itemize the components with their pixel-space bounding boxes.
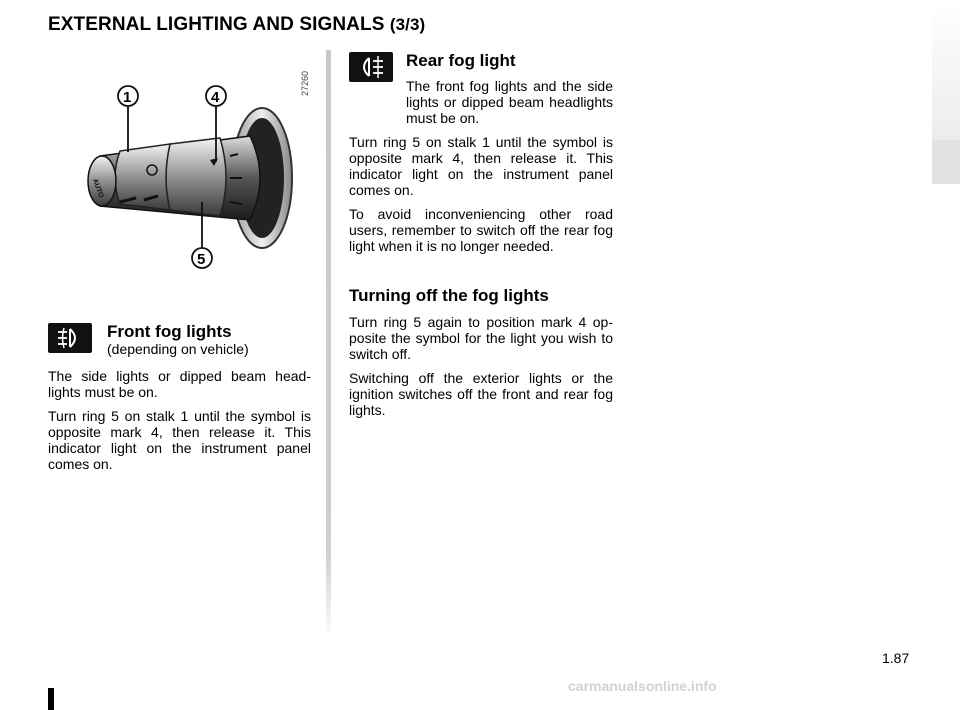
stalk-auto-label: AUTO bbox=[90, 177, 105, 199]
title-text: EXTERNAL LIGHTING AND SIGNALS bbox=[48, 14, 385, 35]
section-side-tab bbox=[932, 140, 960, 184]
front-fog-paragraph-2: Turn ring 5 on stalk 1 until the symbol is opposite mark 4, then release it. This indicator light on the instrument panel comes on. bbox=[48, 408, 311, 472]
turning-off-paragraph-1: Turn ring 5 again to position mark 4 op-posite the symbol for the light you wish to switch off. bbox=[349, 314, 613, 362]
front-fog-body bbox=[48, 368, 311, 480]
light-stalk-figure bbox=[70, 78, 320, 278]
turning-off-paragraph-2: Switching off the exterior lights or the ignition switches off the front and rear fog lights. bbox=[349, 370, 613, 418]
page-number: 1.87 bbox=[882, 650, 910, 666]
rear-fog-light-icon bbox=[349, 52, 393, 82]
front-fog-light-icon bbox=[48, 323, 92, 353]
front-fog-heading: Front fog lights bbox=[107, 322, 232, 341]
side-tab-gradient bbox=[932, 0, 960, 140]
rear-fog-paragraph-2: To avoid inconveniencing other road users, remember to switch off the rear fog light when it is no longer needed. bbox=[349, 206, 613, 254]
callout-5: 5 bbox=[197, 251, 206, 268]
watermark: carmanualsonline.info bbox=[568, 678, 717, 694]
rear-fog-heading: Rear fog light bbox=[406, 51, 516, 70]
corner-mark bbox=[48, 688, 54, 710]
turning-off-heading: Turning off the fog lights bbox=[349, 286, 549, 305]
callout-4: 4 bbox=[211, 89, 220, 106]
callout-1: 1 bbox=[123, 89, 132, 106]
rear-fog-paragraph-1: Turn ring 5 on stalk 1 until the symbol is opposite mark 4, then release it. This indicator light on the instrument panel comes on. bbox=[349, 134, 613, 198]
figure-reference: 27260 bbox=[300, 70, 310, 96]
front-fog-subheading: (depending on vehicle) bbox=[107, 341, 249, 357]
front-fog-paragraph-1: The side lights or dipped beam head-lights must be on. bbox=[48, 368, 311, 400]
page-title bbox=[48, 14, 425, 36]
title-suffix: (3/3) bbox=[389, 15, 426, 34]
rear-fog-intro: The front fog lights and the side lights or dipped beam headlights must be on. bbox=[406, 78, 613, 126]
rear-fog-intro-line bbox=[406, 78, 613, 126]
column-divider bbox=[326, 50, 331, 640]
turning-off-body bbox=[349, 314, 613, 426]
rear-fog-body bbox=[349, 134, 613, 262]
stalk-ring-5 bbox=[166, 138, 226, 216]
